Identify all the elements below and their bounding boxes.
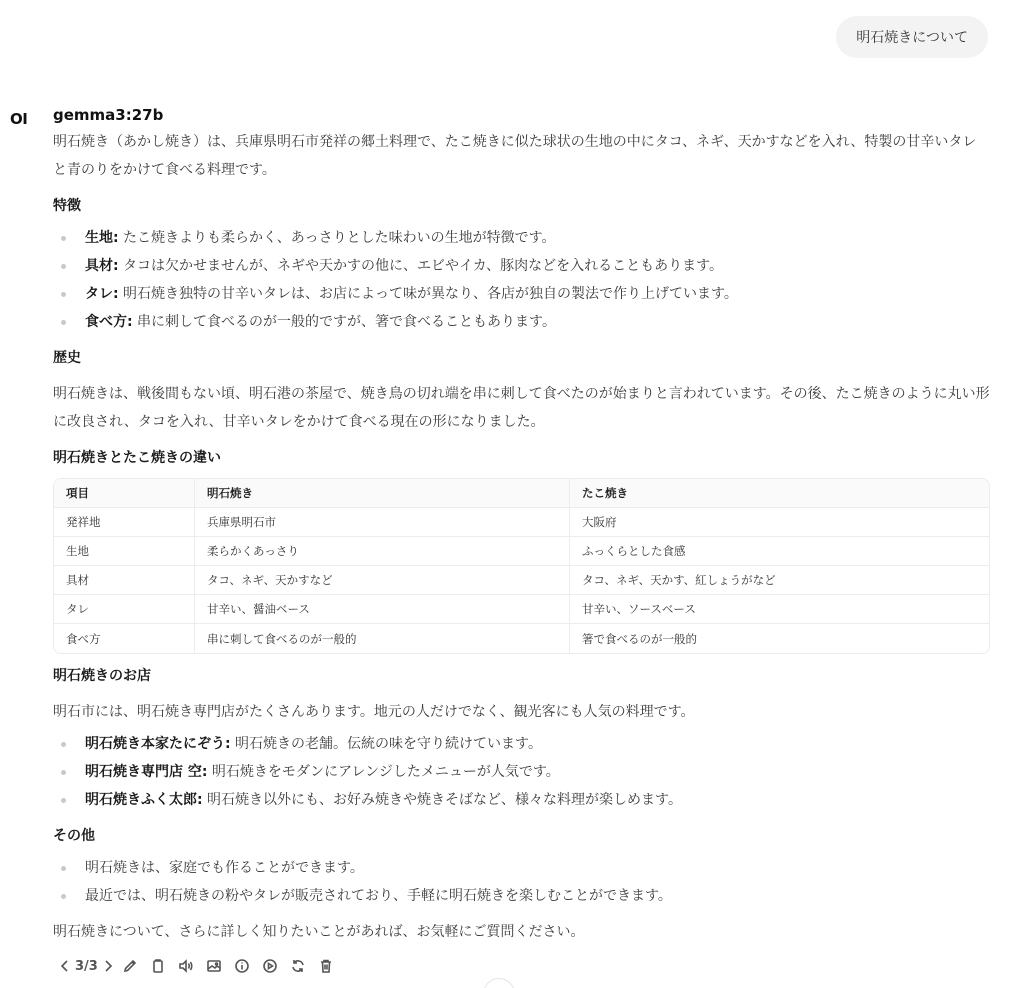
image-icon[interactable] xyxy=(200,955,228,977)
table-cell: 具材 xyxy=(54,566,195,595)
table-cell: 大阪府 xyxy=(570,508,989,537)
comparison-table xyxy=(53,478,990,654)
shops-list xyxy=(53,730,990,814)
regenerate-icon[interactable] xyxy=(284,955,312,977)
message-action-bar xyxy=(57,955,340,977)
continue-icon[interactable] xyxy=(256,955,284,977)
table-cell: 甘辛い、ソースベース xyxy=(570,595,989,624)
table-header-row xyxy=(54,479,989,508)
table-cell: 箸で食べるのが一般的 xyxy=(582,631,697,646)
table-header-cell: 項目 xyxy=(54,479,195,508)
history-paragraph: 明石焼きは、戦後間もない頃、明石港の茶屋で、焼き鳥の切れ端を串に刺して食べたのが始まりと言われています。その後、たこ焼きのように丸い形に改良され、タコを入れ、甘辛いタレをかけて食べる現在の形になりました。 xyxy=(53,386,990,430)
section-heading-comparison: 明石焼きとたこ焼きの違い xyxy=(53,450,221,466)
section-heading-shops: 明石焼きのお店 xyxy=(53,668,151,684)
table-row xyxy=(54,595,989,624)
list-item: 食べ方: 串に刺して食べるのが一般的ですが、箸で食べることもあります。 xyxy=(53,308,990,336)
model-name: gemma3:27b xyxy=(53,106,164,124)
list-item: タレ: 明石焼き独特の甘辛いタレは、お店によって味が異なり、各店が独自の製法で作り上げています。 xyxy=(53,280,990,308)
section-heading-other: その他 xyxy=(53,828,95,844)
list-item: 明石焼き本家たにぞう: 明石焼きの老舗。伝統の味を守り続けています。 xyxy=(53,730,990,758)
section-heading-features: 特徴 xyxy=(53,198,81,214)
list-item: 明石焼きふく太郎: 明石焼き以外にも、お好み焼きや焼きそばなど、様々な料理が楽しめます。 xyxy=(53,786,990,814)
copy-icon[interactable] xyxy=(144,955,172,977)
other-list xyxy=(53,854,990,910)
table-cell: ふっくらとした食感 xyxy=(570,537,989,566)
table-cell: 串に刺して食べるのが一般的 xyxy=(195,624,570,653)
delete-icon[interactable] xyxy=(312,955,340,977)
section-heading-history: 歴史 xyxy=(53,350,81,366)
user-message-text: 明石焼きについて xyxy=(856,30,968,46)
table-cell: タレ xyxy=(54,595,195,624)
model-avatar: OI xyxy=(10,110,28,128)
list-item: 生地: たこ焼きよりも柔らかく、あっさりとした味わいの生地が特徴です。 xyxy=(53,224,990,252)
shops-paragraph: 明石市には、明石焼き専門店がたくさんあります。地元の人だけでなく、観光客にも人気の料理です。 xyxy=(53,704,695,720)
pager-count: 3/3 xyxy=(75,958,98,974)
edit-icon[interactable] xyxy=(116,955,144,977)
assistant-response xyxy=(53,128,990,946)
closing-paragraph: 明石焼きについて、さらに詳しく知りたいことがあれば、お気軽にご質問ください。 xyxy=(53,924,585,940)
features-list xyxy=(53,224,990,336)
table-header-cell: たこ焼き xyxy=(570,479,989,508)
table-cell: タコ、ネギ、天かす、紅しょうがなど xyxy=(570,566,989,595)
table-cell: 食べ方 xyxy=(54,624,195,653)
info-icon[interactable] xyxy=(228,955,256,977)
chevron-left-icon[interactable] xyxy=(57,955,71,977)
read-aloud-icon[interactable] xyxy=(172,955,200,977)
table-row xyxy=(54,566,989,595)
table-cell: 発祥地 xyxy=(54,508,195,537)
table-row xyxy=(54,624,989,653)
table-cell: 甘辛い、醤油ベース xyxy=(195,595,570,624)
response-pager xyxy=(57,955,116,977)
scroll-to-bottom-button[interactable] xyxy=(483,978,515,988)
list-item: 具材: タコは欠かせませんが、ネギや天かすの他に、エビやイカ、豚肉などを入れることもあります。 xyxy=(53,252,990,280)
table-cell: 兵庫県明石市 xyxy=(195,508,570,537)
table-cell: タコ、ネギ、天かすなど xyxy=(195,566,570,595)
table-cell: 柔らかくあっさり xyxy=(195,537,570,566)
table-header-cell: 明石焼き xyxy=(195,479,570,508)
list-item: 明石焼き専門店 空: 明石焼きをモダンにアレンジしたメニューが人気です。 xyxy=(53,758,990,786)
intro-paragraph: 明石焼き（あかし焼き）は、兵庫県明石市発祥の郷土料理で、たこ焼きに似た球状の生地の中にタコ、ネギ、天かすなどを入れ、特製の甘辛いタレと青のりをかけて食べる料理です。 xyxy=(53,134,977,178)
table-row xyxy=(54,537,989,566)
table-cell: 生地 xyxy=(54,537,195,566)
user-message-bubble xyxy=(836,16,988,58)
chevron-right-icon[interactable] xyxy=(102,955,116,977)
list-item: 明石焼きは、家庭でも作ることができます。 xyxy=(53,854,990,882)
list-item: 最近では、明石焼きの粉やタレが販売されており、手軽に明石焼きを楽しむことができます。 xyxy=(53,882,990,910)
table-row xyxy=(54,508,989,537)
